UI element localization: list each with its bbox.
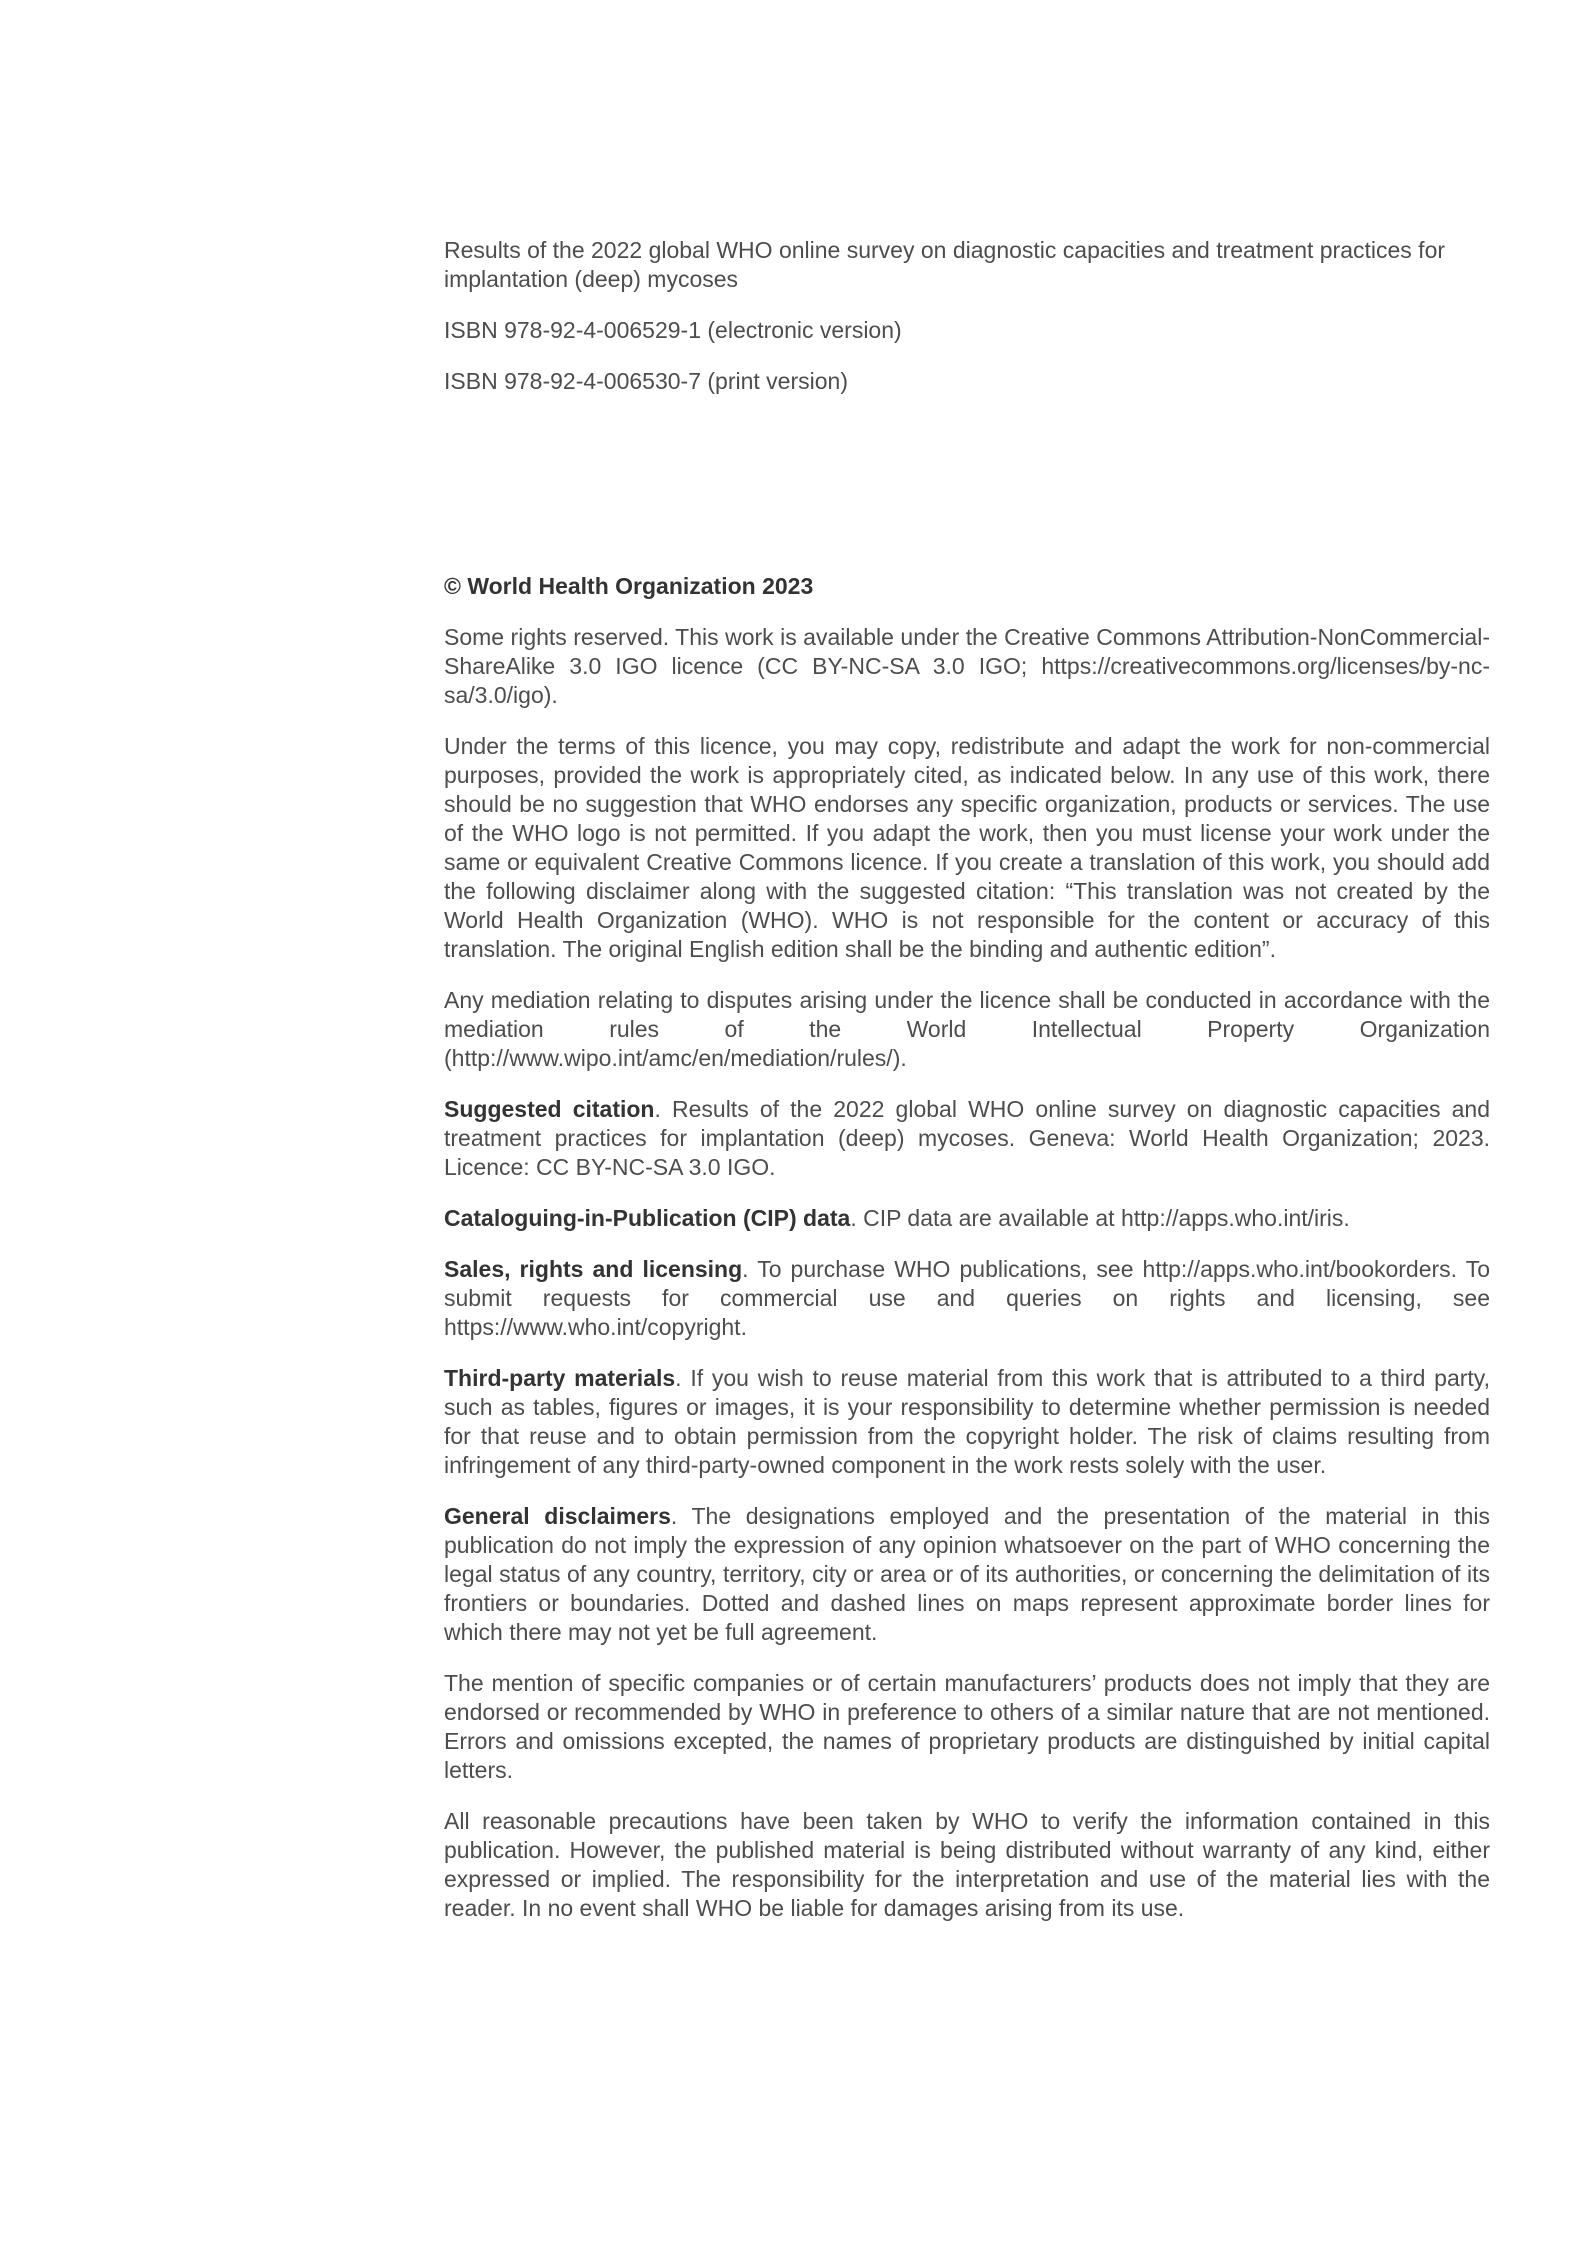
disclaimers-text: . The designations employed and the presentation of the material in this publication do not imply the expression of any opinion whatsoever on the part of WHO concerning the legal status of any country, territory, city or area or of its authorities, or concerning the delimitation of its frontiers or boundaries. Dotted and dashed lines on maps represent approximate border lines for which there may not yet be full agreement. — [444, 1503, 1490, 1645]
manufacturers-paragraph: The mention of specific companies or of certain manufacturers’ products does not imply that they are endorsed or recommended by WHO in preference to others of a similar nature that are not mentioned. Errors and omissions excepted, the names of proprietary products are distinguished by initial capital letters. — [444, 1670, 1490, 1783]
copyright-heading: © World Health Organization 2023 — [444, 573, 814, 599]
citation-text: . Results of the 2022 global WHO online survey on diagnostic capacities and treatment practices for implantation (deep) mycoses. Geneva: World Health Organization; 2023. Licence: CC BY-NC-SA 3.0 IGO. — [444, 1096, 1490, 1180]
cip-text: . CIP data are available at http://apps.who.int/iris. — [850, 1205, 1350, 1231]
isbn-electronic: ISBN 978-92-4-006529-1 (electronic version) — [444, 317, 902, 343]
isbn-print: ISBN 978-92-4-006530-7 (print version) — [444, 368, 848, 394]
licence-terms-paragraph: Under the terms of this licence, you may copy, redistribute and adapt the work for non-commercial purposes, provided the work is appropriately cited, as indicated below. In any use of this work, there should be no suggestion that WHO endorses any specific organization, products or services. The use of the WHO logo is not permitted. If you adapt the work, then you must license your work under the same or equivalent Creative Commons licence. If you create a translation of this work, you should add the following disclaimer along with the suggested citation: “This translation was not created by the World Health Organization (WHO). WHO is not responsible for the content or accuracy of this translation. The original English edition shall be the binding and authentic edition”. — [444, 733, 1490, 962]
third-party-text: . If you wish to reuse material from this work that is attributed to a third party, such as tables, figures or images, it is your responsibility to determine whether permission is needed for that reuse and to obtain permission from the copyright holder. The risk of claims resulting from infringement of any third-party-owned component in the work rests solely with the user. — [444, 1365, 1490, 1478]
third-party-lead: Third-party materials — [444, 1365, 676, 1391]
cip-paragraph — [444, 1204, 1490, 1233]
cip-lead: Cataloguing-in-Publication (CIP) data — [444, 1205, 851, 1231]
citation-lead: Suggested citation — [444, 1096, 655, 1122]
disclaimers-lead: General disclaimers — [444, 1503, 671, 1529]
disclaimers-paragraph — [444, 1502, 1490, 1647]
publication-info — [444, 236, 1490, 396]
third-party-paragraph — [444, 1364, 1490, 1480]
sales-lead: Sales, rights and licensing — [444, 1256, 743, 1282]
legal-notice — [444, 572, 1490, 1923]
mediation-paragraph: Any mediation relating to disputes arising under the licence shall be conducted in accordance with the mediation rules of the World Intellectual Property Organization (http://www.wipo.int/amc/en/mediation/rules/). — [444, 987, 1490, 1071]
sales-text: . To purchase WHO publications, see http://apps.who.int/bookorders. To submit requests for commercial use and queries on rights and licensing, see https://www.who.int/copyright. — [444, 1256, 1490, 1340]
precautions-paragraph: All reasonable precautions have been taken by WHO to verify the information contained in this publication. However, the published material is being distributed without warranty of any kind, either expressed or implied. The responsibility for the interpretation and use of the material lies with the reader. In no event shall WHO be liable for damages arising from its use. — [444, 1808, 1490, 1921]
publication-title: Results of the 2022 global WHO online survey on diagnostic capacities and treatment practices for implantation (deep) mycoses — [444, 237, 1446, 292]
sales-paragraph — [444, 1255, 1490, 1342]
rights-paragraph: Some rights reserved. This work is available under the Creative Commons Attribution-NonCommercial-ShareAlike 3.0 IGO licence (CC BY-NC-SA 3.0 IGO; https://creativecommons.org/licenses/by-nc-sa/3.0/igo). — [444, 624, 1490, 708]
citation-paragraph — [444, 1095, 1490, 1182]
